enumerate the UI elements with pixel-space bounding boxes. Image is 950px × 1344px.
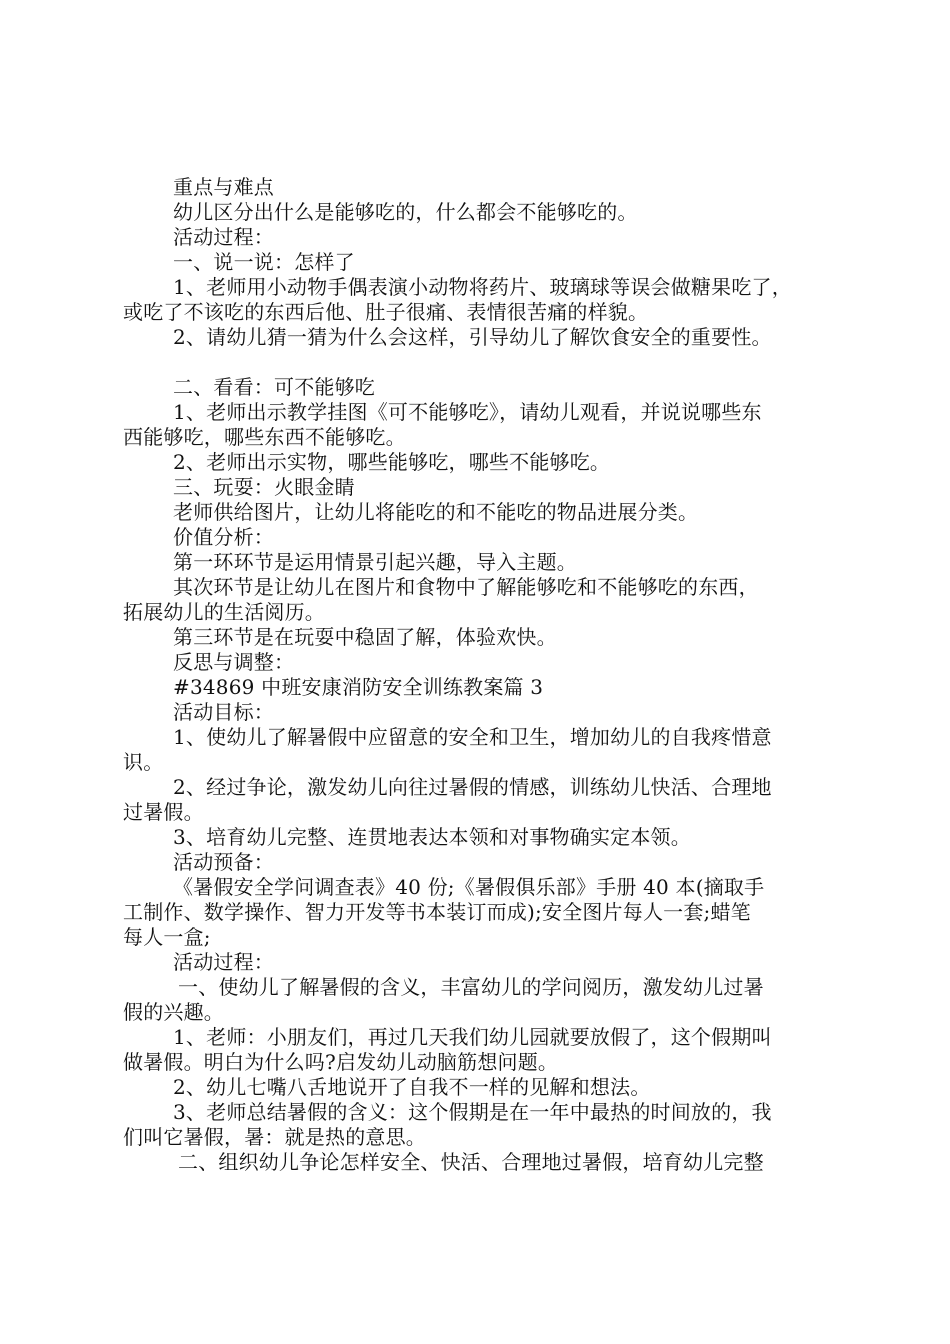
- text-line: 1、老师用小动物手偶表演小动物将药片、玻璃球等误会做糖果吃了，: [173, 275, 792, 299]
- text-line: 2、请幼儿猜一猜为什么会这样，引导幼儿了解饮食安全的重要性。: [173, 325, 772, 349]
- text-line: 西能够吃，哪些东西不能够吃。: [123, 425, 406, 449]
- text-line: 2、经过争论，激发幼儿向往过暑假的情感，训练幼儿快活、合理地: [173, 775, 772, 799]
- text-line: 活动过程：: [173, 950, 274, 974]
- text-line: 一、使幼儿了解暑假的含义，丰富幼儿的学问阅历，激发幼儿过暑: [178, 975, 764, 999]
- text-line: 价值分析：: [173, 525, 274, 549]
- text-line: 识。: [123, 750, 164, 774]
- text-line: 们叫它暑假，暑：就是热的意思。: [123, 1125, 426, 1149]
- text-line: 过暑假。: [123, 800, 204, 824]
- text-line: 工制作、数学操作、智力开发等书本装订而成);安全图片每人一套;蜡笔: [123, 900, 751, 924]
- text-line: 幼儿区分出什么是能够吃的，什么都会不能够吃的。: [173, 200, 638, 224]
- text-line: 2、幼儿七嘴八舌地说开了自我不一样的见解和想法。: [173, 1075, 651, 1099]
- text-line: 二、组织幼儿争论怎样安全、快活、合理地过暑假，培育幼儿完整: [178, 1150, 764, 1174]
- text-line: 活动过程：: [173, 225, 274, 249]
- text-line: 重点与难点: [173, 175, 274, 199]
- blank-line: [123, 350, 835, 375]
- text-line: 老师供给图片，让幼儿将能吃的和不能吃的物品进展分类。: [173, 500, 699, 524]
- text-line: 其次环节是让幼儿在图片和食物中了解能够吃和不能够吃的东西，: [173, 575, 759, 599]
- text-line: 活动目标：: [173, 700, 274, 724]
- text-line: 反思与调整：: [173, 650, 295, 674]
- text-line: 第一环环节是运用情景引起兴趣，导入主题。: [173, 550, 577, 574]
- section-title: #34869 中班安康消防安全训练教案篇 3: [173, 675, 544, 699]
- text-line: 1、使幼儿了解暑假中应留意的安全和卫生，增加幼儿的自我疼惜意: [173, 725, 772, 749]
- text-line: 1、老师出示教学挂图《可不能够吃》，请幼儿观看，并说说哪些东: [173, 400, 762, 424]
- text-line: 每人一盒;: [123, 925, 211, 949]
- document-body: [123, 175, 835, 1175]
- text-line: 活动预备：: [173, 850, 274, 874]
- text-line: 第三环节是在玩耍中稳固了解，体验欢快。: [173, 625, 557, 649]
- text-line: 《暑假安全学问调查表》40 份;《暑假俱乐部》手册 40 本(摘取手: [173, 875, 765, 899]
- text-line: 拓展幼儿的生活阅历。: [123, 600, 325, 624]
- text-line: 三、玩耍：火眼金睛: [173, 475, 355, 499]
- text-line: 3、老师总结暑假的含义：这个假期是在一年中最热的时间放的，我: [173, 1100, 772, 1124]
- text-line: 一、说一说：怎样了: [173, 250, 355, 274]
- text-line: 或吃了不该吃的东西后他、肚子很痛、表情很苦痛的样貌。: [123, 300, 649, 324]
- text-line: 3、培育幼儿完整、连贯地表达本领和对事物确实定本领。: [173, 825, 691, 849]
- text-line: 二、看看：可不能够吃: [173, 375, 375, 399]
- text-line: 2、老师出示实物，哪些能够吃，哪些不能够吃。: [173, 450, 611, 474]
- text-line: 做暑假。明白为什么吗?启发幼儿动脑筋想问题。: [123, 1050, 559, 1074]
- text-line: 假的兴趣。: [123, 1000, 224, 1024]
- text-line: 1、老师：小朋友们，再过几天我们幼儿园就要放假了，这个假期叫: [173, 1025, 772, 1049]
